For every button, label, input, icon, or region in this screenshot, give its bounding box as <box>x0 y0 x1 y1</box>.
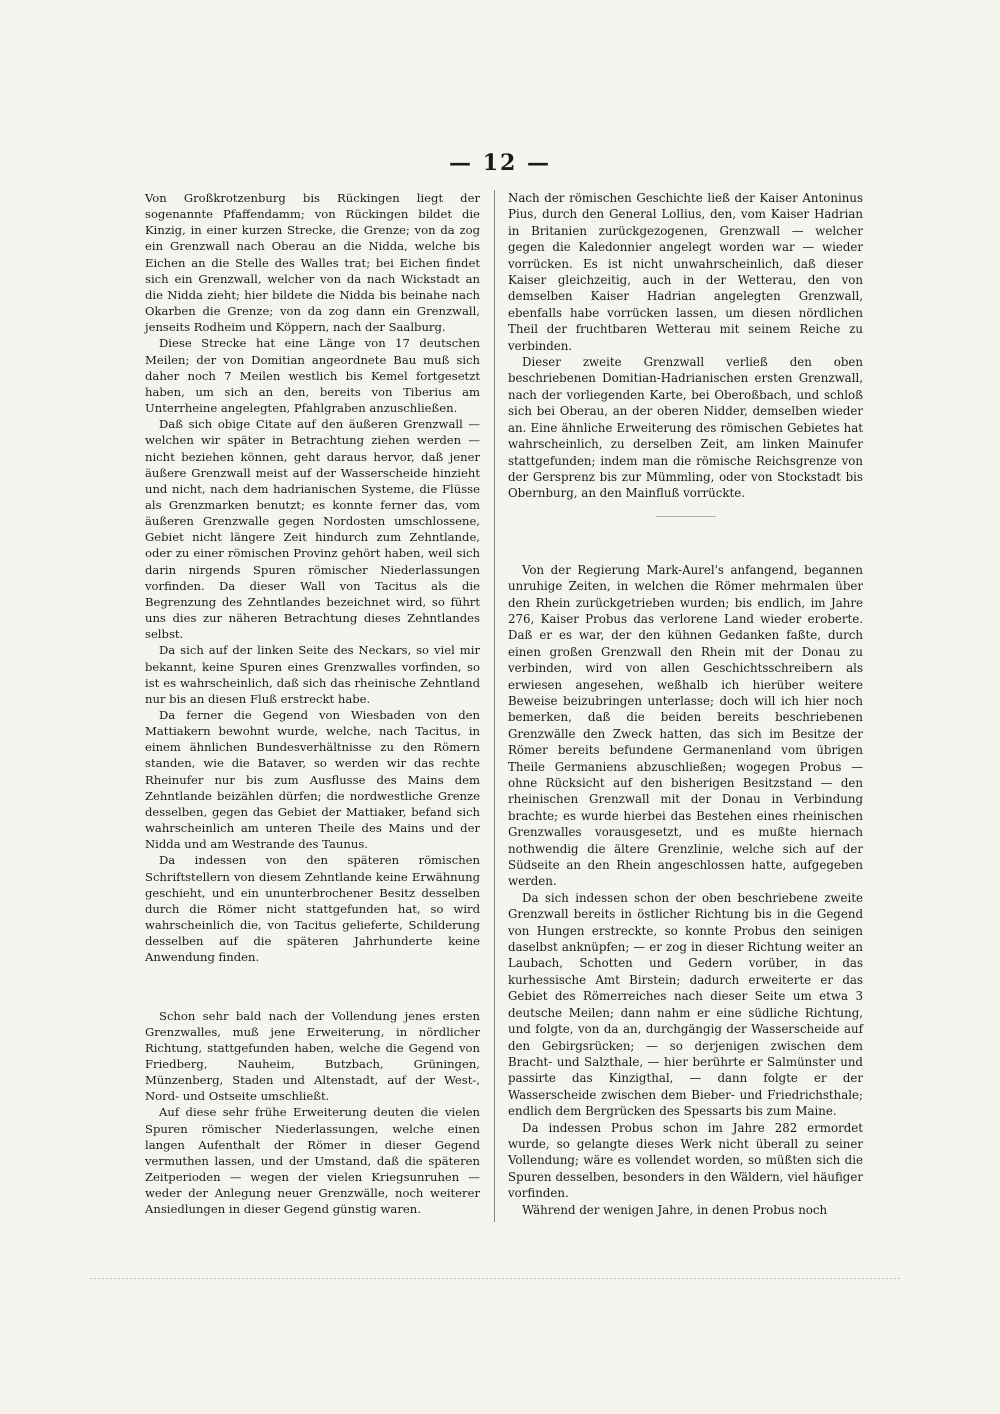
paragraph: Da indessen von den späteren römischen Schriftstellern von diesem Zehntlande keine Erwähnung geschieht, und ein ununterbrochener Besitz desselben durch die Römer nicht stattgefunden hat, so wird wahrscheinlich die, von Tacitus gelieferte, Schilderung desselben auf die späteren Jahrhunderte keine Anwendung finden. <box>145 853 480 965</box>
paragraph: Da ferner die Gegend von Wiesbaden von den Mattiakern bewohnt wurde, welche, nach Tacitus, in einem ähnlichen Bundesverhältnisse zu den Römern standen, wie die Bataver, so werden wir das rechte Rheinufer nur bis zum Ausflusse des Mains dem Zehntlande beizählen dürfen; die nordwestliche Grenze desselben, gegen das Gebiet der Mattiaker, befand sich wahrscheinlich am unteren Theile des Mains und der Nidda und am Westrande des Taunus. <box>145 708 480 852</box>
paragraph: Von der Regierung Mark-Aurel's anfangend, begannen unruhige Zeiten, in welchen die Römer mehrmalen über den Rhein zurückgetrieben wurden; bis endlich, im Jahre 276, Kaiser Probus das verlorene Land wieder eroberte. Daß er es war, der den kühnen Gedanken faßte, durch einen großen Grenzwall den Rhein mit der Donau zu verbinden, wird von allen Geschichtsschreibern als erwiesen angesehen, weßhalb ich hierüber weitere Beweise beizubringen unterlasse; doch will ich hier noch bemerken, daß die beiden bereits beschriebenen Grenzwälle den Zweck hatten, das sich im Besitze der Römer bereits befundene Germanenland vom übrigen Theile Germaniens abzuschließen; wogegen Probus — ohne Rücksicht auf den bisherigen Besitzstand — den rheinischen Grenzwall mit der Donau in Verbindung brachte; es wurde hierbei das Bestehen eines rheinischen Grenzwalles vorausgesetzt, und es mußte hiernach nothwendig die ältere Grenzlinie, welche sich auf der Südseite an den Rhein angeschlossen hatte, aufgegeben werden. <box>508 562 863 889</box>
section-break <box>145 966 480 1008</box>
section-break <box>508 532 863 562</box>
paragraph: Von Großkrotzenburg bis Rückingen liegt der sogenannte Pfaffendamm; von Rückingen bildet die Kinzig, in einer kurzen Strecke, die Grenze; von da zog ein Grenzwall nach Oberau an die Nidda, welche bis Eichen an die Stelle des Walles trat; bei Eichen findet sich ein Grenzwall, welcher von da nach Wickstadt an die Nidda zieht; hier bildete die Nidda bis beinahe nach Okarben die Grenze; von da zog dann ein Grenzwall, jenseits Rodheim und Köppern, nach der Saalburg. <box>145 191 480 335</box>
paragraph: Da sich auf der linken Seite des Neckars, so viel mir bekannt, keine Spuren eines Grenzwalles vorfinden, so ist es wahrscheinlich, daß sich das rheinische Zehntland nur bis an diesen Fluß erstreckt habe. <box>145 643 480 706</box>
right-column <box>508 190 863 1218</box>
paragraph: Nach der römischen Geschichte ließ der Kaiser Antoninus Pius, durch den General Lollius, den, vom Kaiser Hadrian in Britanien zurückgezogenen, Grenzwall — welcher gegen die Kaledonnier angelegt worden war — wieder vorrücken. Es ist nicht unwahrscheinlich, daß dieser Kaiser gleichzeitig, auch in der Wetterau, den von demselben Kaiser Hadrian angelegten Grenzwall, ebenfalls habe vorrücken lassen, um diesen nördlichen Theil der fruchtbaren Wetterau mit seinem Reiche zu verbinden. <box>508 191 863 353</box>
left-column <box>145 190 480 1218</box>
paragraph: Diese Strecke hat eine Länge von 17 deutschen Meilen; der von Domitian angeordnete Bau muß sich daher noch 7 Meilen westlich bis Kemel fortgesetzt haben, um sich an den, bereits von Tiberius am Unterrheine angelegten, Pfahlgraben anzuschließen. <box>145 336 480 416</box>
section-ornament <box>508 502 863 532</box>
column-divider <box>494 190 495 1222</box>
paragraph: Schon sehr bald nach der Vollendung jenes ersten Grenzwalles, muß jene Erweiterung, in nördlicher Richtung, stattgefunden haben, welche die Gegend von Friedberg, Nauheim, Butzbach, Grüningen, Münzenberg, Staden und Altenstadt, auf der West-, Nord- und Ostseite umschließt. <box>145 1008 480 1104</box>
paragraph: Da indessen Probus schon im Jahre 282 ermordet wurde, so gelangte dieses Werk nicht überall zu seiner Vollendung; wäre es vollendet worden, so müßten sich die Spuren desselben, besonders in den Wäldern, viel häufiger vorfinden. <box>508 1120 863 1201</box>
paragraph: Da sich indessen schon der oben beschriebene zweite Grenzwall bereits in östlicher Richtung bis in die Gegend von Hungen erstreckte, so konnte Probus den seinigen daselbst anknüpfen; — er zog in dieser Richtung weiter an Laubach, Schotten und Gedern vorüber, in das kurhessische Amt Birstein; dadurch erweiterte er das Gebiet des Römerreiches nach dieser Seite um etwa 3 deutsche Meilen; dann nahm er eine südliche Richtung, und folgte, von da an, durchgängig der Wasserscheide auf den Gebirgsrücken; — so derjenigen zwischen dem Bracht- und Salzthale, — hier berührte er Salmünster und passirte das Kinzigthal, — dann folgte er der Wasserscheide zwischen dem Bieber- und Friedrichsthale; endlich dem Bergrücken des Spessarts bis zum Maine. <box>508 890 863 1119</box>
paragraph: Daß sich obige Citate auf den äußeren Grenzwall — welchen wir später in Betrachtung ziehen werden — nicht beziehen können, geht daraus hervor, daß jener äußere Grenzwall meist auf der Wasserscheide hinzieht und nicht, nach dem hadrianischen Systeme, die Flüsse als Grenzmarken benutzt; es konnte ferner das, vom äußeren Grenzwalle gegen Nordosten umschlossene, Gebiet nicht längere Zeit hindurch zum Zehntlande, oder zu einer römischen Provinz gehört haben, weil sich darin nirgends Spuren römischer Niederlassungen vorfinden. Da dieser Wall von Tacitus als die Begrenzung des Zehntlandes bezeichnet wird, so führt uns dies zur näheren Betrachtung dieses Zehntlandes selbst. <box>145 417 480 642</box>
paragraph: Auf diese sehr frühe Erweiterung deuten die vielen Spuren römischer Niederlassungen, welche einen langen Aufenthalt der Römer in dieser Gegend vermuthen lassen, und der Umstand, daß die späteren Zeitperioden — wegen der vielen Kriegsunruhen — weder der Anlegung neuer Grenzwälle, noch weiterer Ansiedlungen in dieser Gegend günstig waren. <box>145 1105 480 1217</box>
bottom-rule <box>90 1278 900 1279</box>
paragraph: Während der wenigen Jahre, in denen Probus noch <box>522 1202 828 1217</box>
page-number: — 12 — <box>449 150 551 176</box>
paragraph: Dieser zweite Grenzwall verließ den oben beschriebenen Domitian-Hadrianischen ersten Grenzwall, nach der vorliegenden Karte, bei Oberoßbach, und schloß sich bei Oberau, an der oberen Nidder, demselben wieder an. Eine ähnliche Erweiterung des römischen Gebietes hat wahrscheinlich, zu derselben Zeit, am linken Mainufer stattgefunden; indem man die römische Reichsgrenze von der Gersprenz bis zur Mümmling, oder von Stockstadt bis Obernburg, an den Mainfluß vorrückte. <box>508 355 863 501</box>
